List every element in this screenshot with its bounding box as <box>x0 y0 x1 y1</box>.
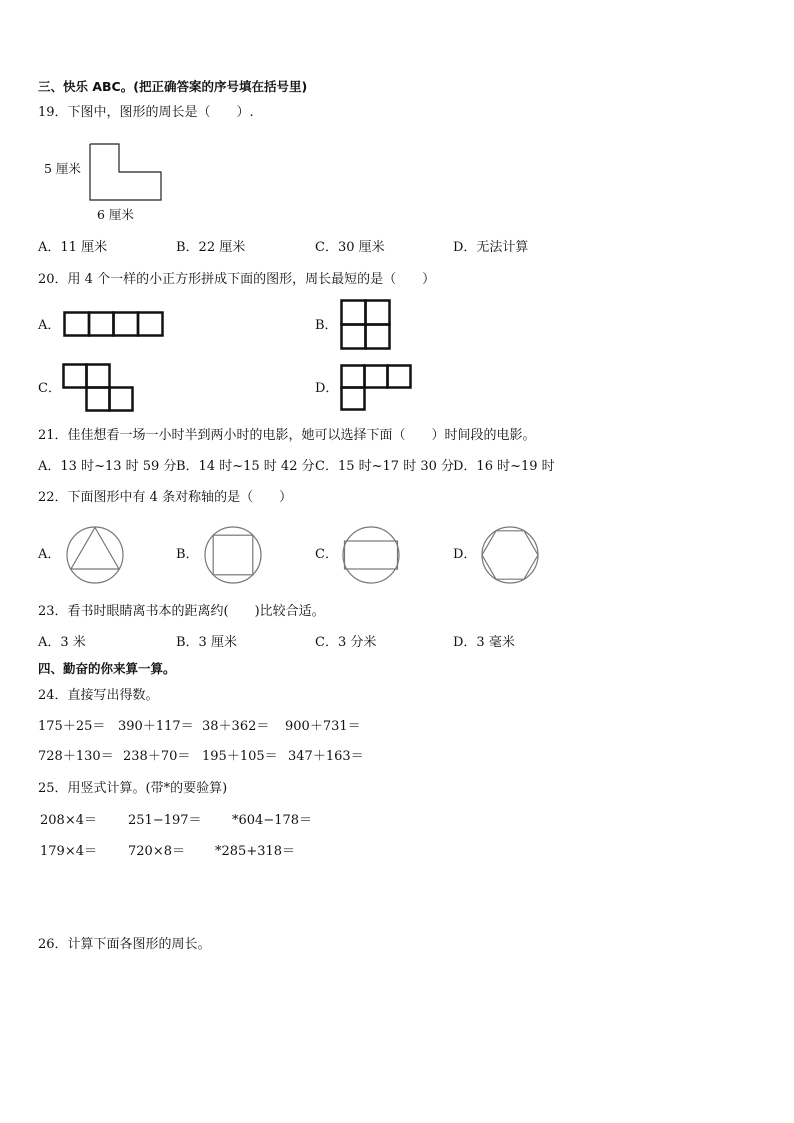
q23-option-b[interactable]: B．3 厘米 <box>176 635 237 650</box>
question-20-stem: 20．用 4 个一样的小正方形拼成下面的图形，周长最短的是（ ） <box>38 272 436 287</box>
q25-item: 179×4＝ <box>40 844 97 859</box>
q25-item: *604−178＝ <box>232 813 313 828</box>
q23-option-d[interactable]: D．3 毫米 <box>453 635 515 650</box>
q22-option-d-label[interactable]: D． <box>453 547 477 562</box>
circle-with-square-figure <box>202 525 264 587</box>
section-heading-4: 四、勤奋的你来算一算。 <box>38 661 176 676</box>
question-26-stem: 26．计算下面各图形的周长。 <box>38 937 211 952</box>
q24-item: 238＋70＝ <box>123 749 191 764</box>
bottom-length-label: 6 厘米 <box>97 207 134 222</box>
l-tetromino-figure <box>340 364 414 412</box>
q21-option-b[interactable]: B．14 时~15 时 42 分 <box>176 459 315 474</box>
q24-item: 175＋25＝ <box>38 719 106 734</box>
circle-with-rectangle-figure <box>340 525 402 587</box>
circle-with-triangle-figure <box>64 525 126 587</box>
q24-item: 347＋163＝ <box>288 749 364 764</box>
question-21-stem: 21．佳佳想看一场一小时半到两小时的电影，她可以选择下面（ ）时间段的电影。 <box>38 428 536 443</box>
q21-option-a[interactable]: A．13 时~13 时 59 分 <box>38 459 177 474</box>
q20-option-c-label[interactable]: C． <box>38 381 61 396</box>
section-heading-3: 三、快乐 ABC。(把正确答案的序号填在括号里) <box>38 79 308 94</box>
q21-option-d[interactable]: D．16 时~19 时 <box>453 459 555 474</box>
q24-item: 38＋362＝ <box>202 719 270 734</box>
question-22-stem: 22．下面图形中有 4 条对称轴的是（ ） <box>38 490 293 505</box>
l-shape-figure <box>89 143 163 201</box>
q19-option-a[interactable]: A．11 厘米 <box>38 240 108 255</box>
side-length-label: 5 厘米 <box>44 161 81 176</box>
four-squares-row-figure <box>63 311 165 337</box>
q24-item: 900＋731＝ <box>285 719 361 734</box>
two-by-two-square-figure <box>340 299 392 351</box>
q25-item: 720×8＝ <box>128 844 185 859</box>
q20-option-a-label[interactable]: A． <box>38 318 61 333</box>
q25-item: *285+318＝ <box>215 844 296 859</box>
z-shape-figure <box>62 363 136 413</box>
q19-option-b[interactable]: B．22 厘米 <box>176 240 246 255</box>
q25-item: 251−197＝ <box>128 813 202 828</box>
q23-option-c[interactable]: C．3 分米 <box>315 635 377 650</box>
question-25-stem: 25．用竖式计算。(带*的要验算) <box>38 781 228 796</box>
q22-option-b-label[interactable]: B． <box>176 547 199 562</box>
q22-option-a-label[interactable]: A． <box>38 547 61 562</box>
question-19-stem: 19．下图中，图形的周长是（ ）. <box>38 105 254 120</box>
q21-option-c[interactable]: C．15 时~17 时 30 分 <box>315 459 454 474</box>
q22-option-c-label[interactable]: C． <box>315 547 338 562</box>
q23-option-a[interactable]: A．3 米 <box>38 635 86 650</box>
q20-option-d-label[interactable]: D． <box>315 381 339 396</box>
q24-item: 728＋130＝ <box>38 749 114 764</box>
q19-option-d[interactable]: D．无法计算 <box>453 240 529 255</box>
q20-option-b-label[interactable]: B． <box>315 318 338 333</box>
q24-item: 390＋117＝ <box>118 719 194 734</box>
q24-item: 195＋105＝ <box>202 749 278 764</box>
question-23-stem: 23．看书时眼睛离书本的距离约( )比较合适。 <box>38 604 325 619</box>
circle-with-hexagon-figure <box>479 525 541 587</box>
q25-item: 208×4＝ <box>40 813 97 828</box>
q19-option-c[interactable]: C．30 厘米 <box>315 240 385 255</box>
question-24-stem: 24．直接写出得数。 <box>38 688 159 703</box>
